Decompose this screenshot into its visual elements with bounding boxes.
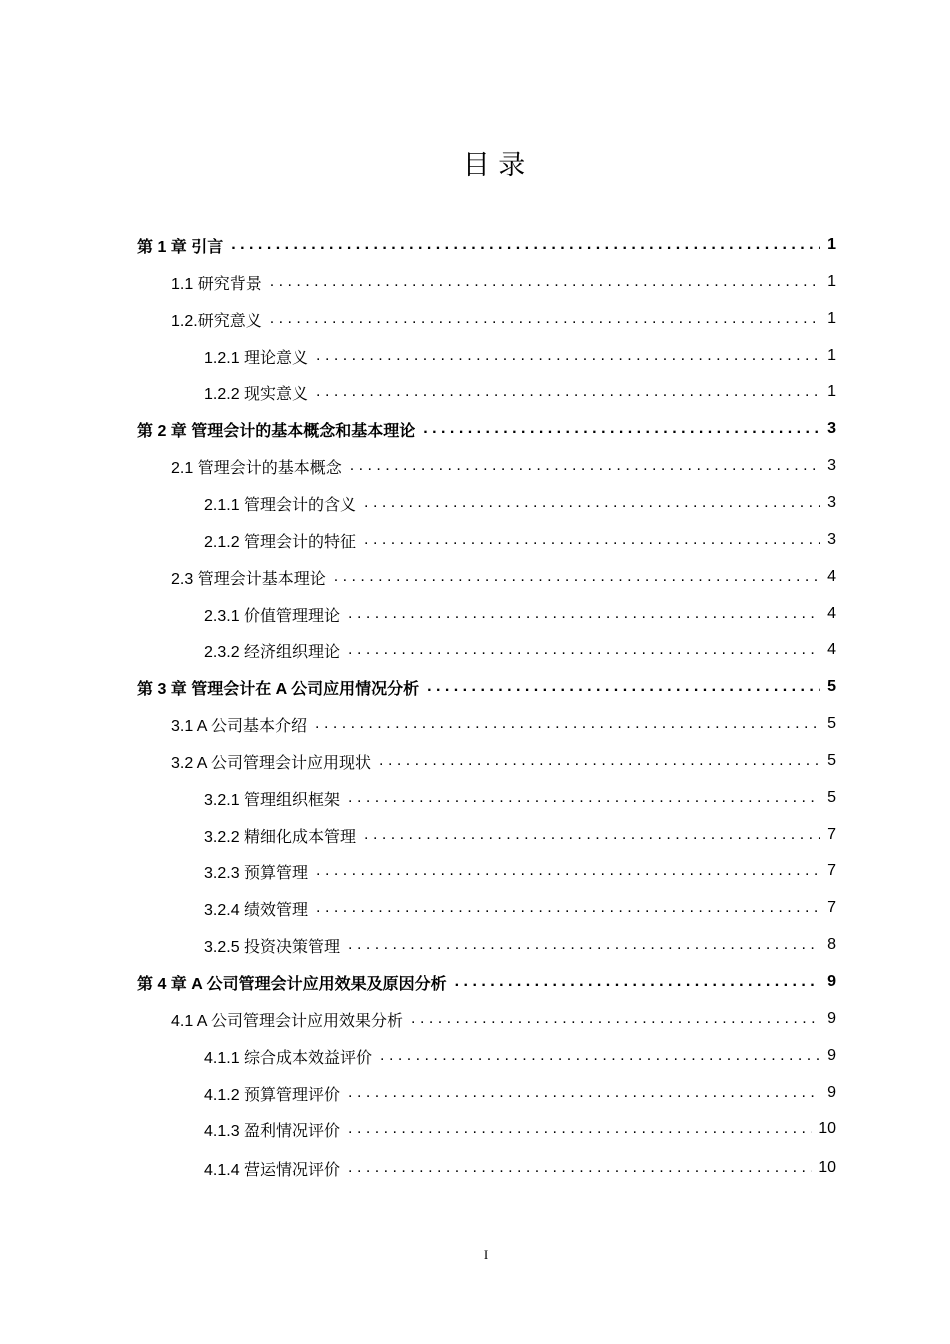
toc-entry-page: 10 xyxy=(818,1120,836,1137)
toc-entry-page: 9 xyxy=(827,1047,836,1064)
toc-entry-page: 1 xyxy=(827,347,836,364)
toc-entry-label: 3.2.3 预算管理 xyxy=(204,864,309,882)
toc-entry-label: 4.1.1 综合成本效益评价 xyxy=(204,1049,373,1067)
toc-entry-page: 1 xyxy=(827,236,836,253)
toc-dot-leader xyxy=(350,457,820,475)
toc-entry[interactable] xyxy=(171,267,836,297)
toc-dot-leader xyxy=(379,752,820,770)
toc-entry-label: 1.2.1 理论意义 xyxy=(204,349,309,367)
toc-entry-label: 1.1 研究背景 xyxy=(171,275,262,293)
toc-entry-page: 9 xyxy=(827,973,836,990)
toc-dot-leader xyxy=(348,641,820,659)
toc-dot-leader xyxy=(348,936,820,954)
page-number-footer: I xyxy=(483,1247,489,1262)
toc-entry[interactable] xyxy=(204,1114,836,1144)
toc-entry[interactable] xyxy=(137,414,836,444)
toc-entry-label: 2.1 管理会计的基本概念 xyxy=(171,459,342,477)
toc-dot-leader xyxy=(411,1010,820,1028)
toc-dot-leader xyxy=(364,494,820,512)
toc-entry[interactable] xyxy=(204,488,836,518)
toc-entry-label: 3.1 A 公司基本介绍 xyxy=(171,717,308,735)
toc-entry-page: 1 xyxy=(827,273,836,290)
toc-entry-label: 1.2.2 现实意义 xyxy=(204,385,309,403)
toc-entry-label: 2.1.1 管理会计的含义 xyxy=(204,496,357,514)
toc-entry-page: 9 xyxy=(827,1084,836,1101)
toc-entry-page: 1 xyxy=(827,310,836,327)
toc-dot-leader xyxy=(270,273,820,291)
toc-entry[interactable] xyxy=(171,1004,836,1034)
toc-entry-label: 1.2.研究意义 xyxy=(171,312,262,330)
toc-dot-leader xyxy=(423,420,820,438)
toc-entry-page: 5 xyxy=(827,715,836,732)
toc-entry-label: 4.1.3 盈利情况评价 xyxy=(204,1122,341,1140)
toc-dot-leader xyxy=(348,1159,812,1177)
toc-entry-page: 5 xyxy=(827,789,836,806)
toc-entry-label: 2.3.2 经济组织理论 xyxy=(204,643,341,661)
toc-dot-leader xyxy=(364,531,820,549)
toc-dot-leader xyxy=(348,1120,812,1138)
toc-dot-leader xyxy=(315,715,820,733)
toc-entry-label: 3.2.2 精细化成本管理 xyxy=(204,828,357,846)
toc-entry-page: 8 xyxy=(827,936,836,953)
toc-dot-leader xyxy=(427,678,820,696)
toc-entry[interactable] xyxy=(137,967,836,997)
toc-entry[interactable] xyxy=(171,304,836,334)
toc-entry[interactable] xyxy=(204,1078,836,1108)
toc-entry-label: 3.2.5 投资决策管理 xyxy=(204,938,341,956)
toc-dot-leader xyxy=(270,310,820,328)
toc-entry[interactable] xyxy=(204,783,836,813)
toc-entry-page: 3 xyxy=(827,531,836,548)
toc-entry-label: 第 2 章 管理会计的基本概念和基本理论 xyxy=(137,422,416,440)
toc-entry[interactable] xyxy=(204,377,836,407)
toc-entry-page: 4 xyxy=(827,568,836,585)
toc-entry[interactable] xyxy=(204,930,836,960)
toc-entry-label: 3.2 A 公司管理会计应用现状 xyxy=(171,754,372,772)
toc-entry[interactable] xyxy=(204,341,836,371)
toc-entry[interactable] xyxy=(204,856,836,886)
toc-entry-page: 10 xyxy=(818,1159,836,1176)
toc-dot-leader xyxy=(348,605,820,623)
toc-entry-page: 7 xyxy=(827,862,836,879)
toc-entry-page: 3 xyxy=(827,457,836,474)
toc-entry-page: 7 xyxy=(827,826,836,843)
toc-entry[interactable] xyxy=(137,230,836,260)
toc-entry[interactable] xyxy=(171,451,836,481)
toc-entry[interactable] xyxy=(204,893,836,923)
toc-dot-leader xyxy=(231,236,820,254)
toc-entry-label: 第 3 章 管理会计在 A 公司应用情况分析 xyxy=(137,680,420,698)
toc-entry[interactable] xyxy=(171,562,836,592)
toc-dot-leader xyxy=(455,973,820,991)
toc-entry-page: 9 xyxy=(827,1010,836,1027)
toc-entry-page: 5 xyxy=(827,752,836,769)
toc-entry-label: 2.3 管理会计基本理论 xyxy=(171,570,326,588)
toc-dot-leader xyxy=(348,789,820,807)
toc-dot-leader xyxy=(380,1047,820,1065)
toc-entry[interactable] xyxy=(204,599,836,629)
toc-entry-label: 第 1 章 引言 xyxy=(137,238,224,256)
toc-entry[interactable] xyxy=(171,709,836,739)
toc-entry-label: 3.2.4 绩效管理 xyxy=(204,901,309,919)
toc-entry[interactable] xyxy=(204,635,836,665)
toc-entry-page: 7 xyxy=(827,899,836,916)
toc-entry-label: 4.1.4 营运情况评价 xyxy=(204,1161,341,1179)
toc-entry-page: 1 xyxy=(827,383,836,400)
toc-entry-label: 2.1.2 管理会计的特征 xyxy=(204,533,357,551)
toc-entry[interactable] xyxy=(171,746,836,776)
toc-entry-label: 2.3.1 价值管理理论 xyxy=(204,607,341,625)
toc-dot-leader xyxy=(316,383,820,401)
toc-entry-page: 5 xyxy=(827,678,836,695)
toc-dot-leader xyxy=(316,899,820,917)
toc-dot-leader xyxy=(316,347,820,365)
toc-entry[interactable] xyxy=(204,1041,836,1071)
toc-entry-page: 3 xyxy=(827,494,836,511)
page-title: 目 录 xyxy=(462,150,526,181)
toc-entry-label: 4.1 A 公司管理会计应用效果分析 xyxy=(171,1012,404,1030)
toc-entry[interactable] xyxy=(204,1153,836,1183)
toc-dot-leader xyxy=(348,1084,820,1102)
toc-entry-page: 4 xyxy=(827,641,836,658)
toc-entry-label: 3.2.1 管理组织框架 xyxy=(204,791,341,809)
toc-entry-label: 第 4 章 A 公司管理会计应用效果及原因分析 xyxy=(137,975,447,993)
toc-dot-leader xyxy=(316,862,820,880)
toc-dot-leader xyxy=(364,826,820,844)
toc-entry-label: 4.1.2 预算管理评价 xyxy=(204,1086,341,1104)
toc-entry[interactable] xyxy=(204,525,836,555)
toc-dot-leader xyxy=(334,568,820,586)
toc-entry[interactable] xyxy=(137,672,836,702)
toc-entry-page: 4 xyxy=(827,605,836,622)
toc-entry[interactable] xyxy=(204,820,836,850)
toc-entry-page: 3 xyxy=(827,420,836,437)
